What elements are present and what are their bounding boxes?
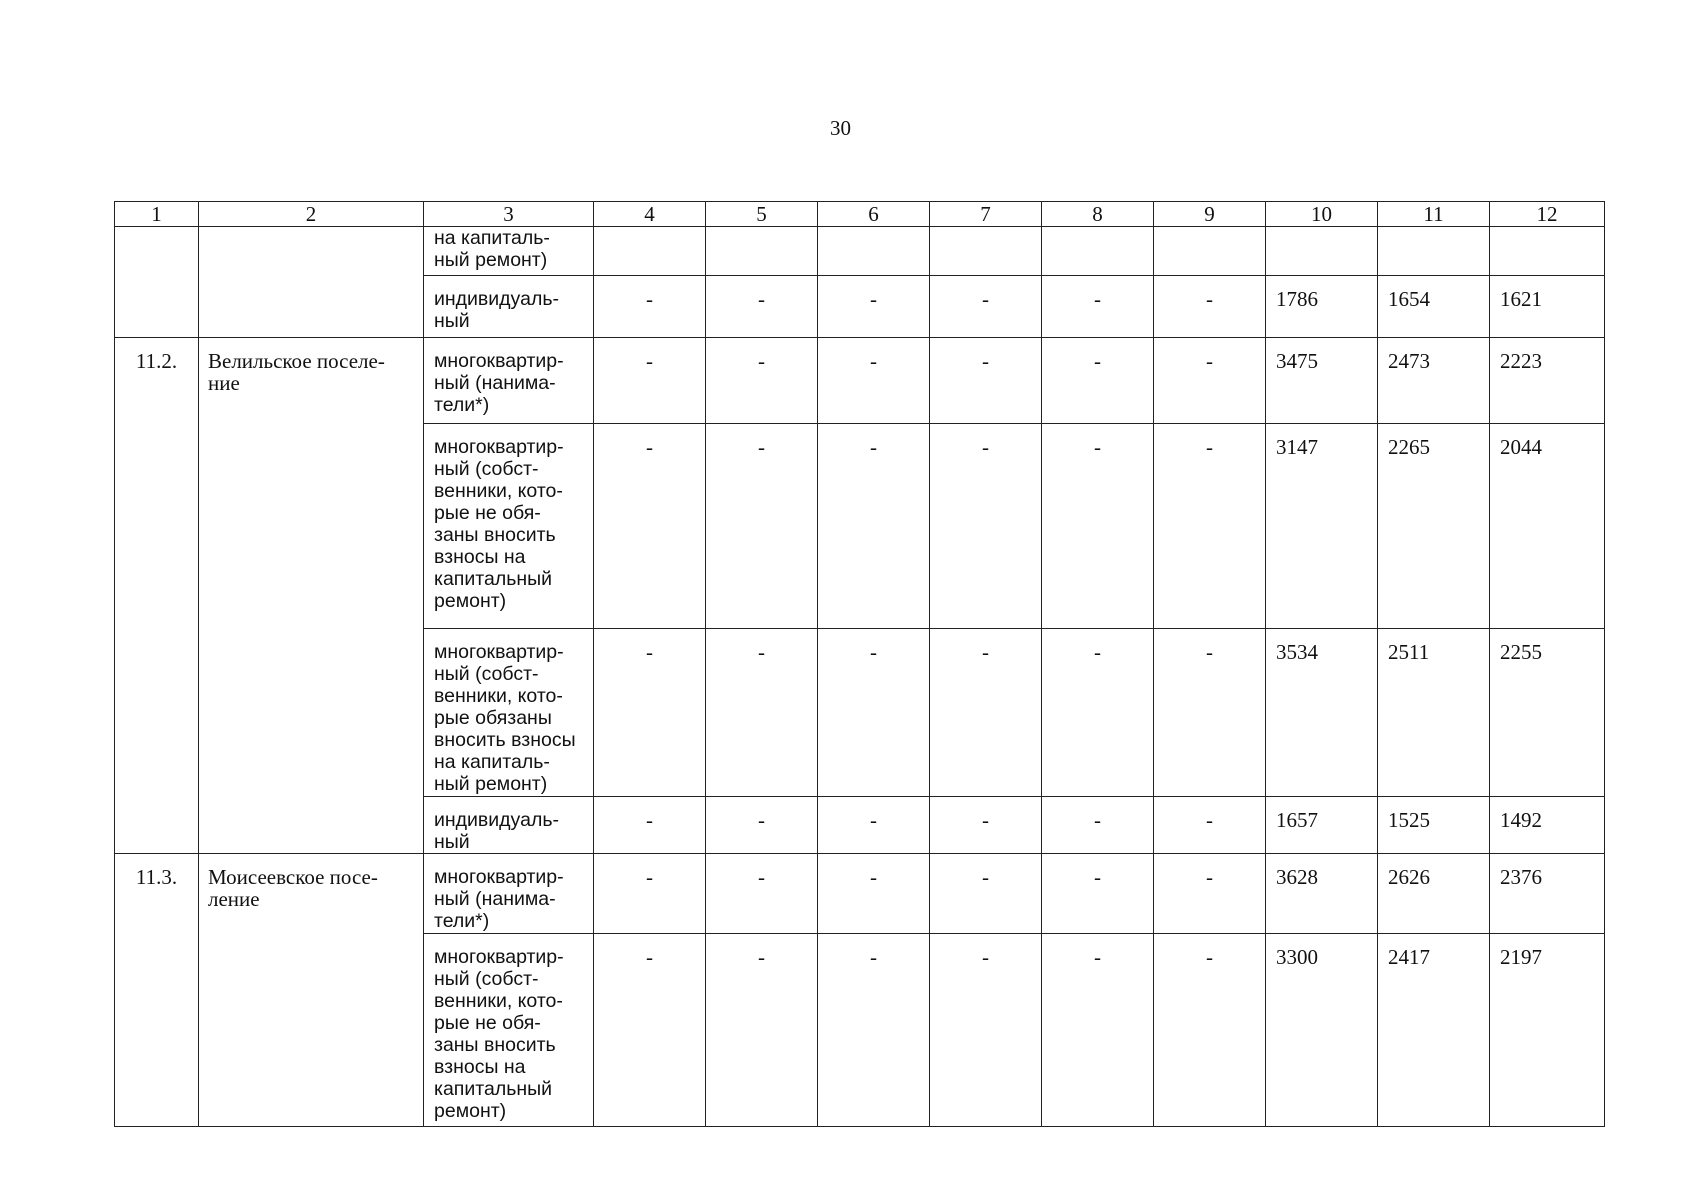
dash-cell: -	[930, 797, 1042, 854]
dash-cell: -	[930, 629, 1042, 797]
row-number-cell: 11.2.	[115, 338, 199, 854]
value-cell	[1266, 227, 1378, 276]
page-number: 30	[830, 116, 851, 140]
table-row	[115, 227, 1605, 276]
value-cell: 2473	[1378, 338, 1490, 424]
value-cell: 3628	[1266, 854, 1378, 934]
column-header: 1	[115, 202, 199, 227]
dash-cell: -	[1154, 629, 1266, 797]
column-header: 4	[594, 202, 706, 227]
dash-cell: -	[1042, 797, 1154, 854]
dash-cell: -	[1042, 934, 1154, 1127]
value-cell	[1378, 227, 1490, 276]
value-cell: 2044	[1490, 424, 1605, 629]
dash-cell: -	[818, 934, 930, 1127]
value-cell: 2626	[1378, 854, 1490, 934]
column-header: 3	[424, 202, 594, 227]
housing-type-cell: на капиталь- ный ремонт)	[424, 227, 594, 276]
column-header: 7	[930, 202, 1042, 227]
dash-cell: -	[594, 424, 706, 629]
value-cell	[930, 227, 1042, 276]
value-cell	[594, 227, 706, 276]
column-header: 2	[199, 202, 424, 227]
dash-cell: -	[594, 276, 706, 338]
value-cell: 3147	[1266, 424, 1378, 629]
dash-cell: -	[594, 338, 706, 424]
dash-cell: -	[818, 854, 930, 934]
settlement-name-cell: Велильское поселе- ние	[199, 338, 424, 854]
value-cell: 2223	[1490, 338, 1605, 424]
dash-cell: -	[594, 629, 706, 797]
dash-cell: -	[818, 276, 930, 338]
value-cell	[1154, 227, 1266, 276]
housing-type-cell: многоквартир- ный (собст- венники, кото- рые не обя- заны вносить взносы на капитальный ремонт)	[424, 934, 594, 1127]
value-cell: 2511	[1378, 629, 1490, 797]
dash-cell: -	[930, 276, 1042, 338]
value-cell: 2417	[1378, 934, 1490, 1127]
housing-type-cell: индивидуаль- ный	[424, 276, 594, 338]
value-cell	[1042, 227, 1154, 276]
dash-cell: -	[1042, 629, 1154, 797]
value-cell: 3300	[1266, 934, 1378, 1127]
housing-type-cell: многоквартир- ный (собст- венники, кото- рые обязаны вносить взносы на капиталь- ный ремонт)	[424, 629, 594, 797]
column-header: 12	[1490, 202, 1605, 227]
dash-cell: -	[706, 338, 818, 424]
value-cell: 2376	[1490, 854, 1605, 934]
dash-cell: -	[1042, 276, 1154, 338]
value-cell: 3475	[1266, 338, 1378, 424]
dash-cell: -	[706, 934, 818, 1127]
dash-cell: -	[706, 276, 818, 338]
dash-cell: -	[706, 854, 818, 934]
dash-cell: -	[1042, 424, 1154, 629]
dash-cell: -	[1154, 797, 1266, 854]
column-header: 5	[706, 202, 818, 227]
housing-type-cell: многоквартир- ный (собст- венники, кото- рые не обя- заны вносить взносы на капитальный ремонт)	[424, 424, 594, 629]
dash-cell: -	[818, 338, 930, 424]
tariff-table	[114, 201, 1605, 1127]
dash-cell: -	[930, 854, 1042, 934]
dash-cell: -	[594, 797, 706, 854]
dash-cell: -	[1042, 338, 1154, 424]
header-row	[115, 202, 1605, 227]
column-header: 9	[1154, 202, 1266, 227]
value-cell: 1525	[1378, 797, 1490, 854]
value-cell	[1490, 227, 1605, 276]
dash-cell: -	[1154, 338, 1266, 424]
dash-cell: -	[706, 797, 818, 854]
housing-type-cell: индивидуаль- ный	[424, 797, 594, 854]
column-header: 10	[1266, 202, 1378, 227]
value-cell: 1621	[1490, 276, 1605, 338]
value-cell: 3534	[1266, 629, 1378, 797]
dash-cell: -	[930, 338, 1042, 424]
dash-cell: -	[818, 629, 930, 797]
table-row	[115, 338, 1605, 424]
table-row	[115, 854, 1605, 934]
settlement-name-cell	[199, 227, 424, 338]
dash-cell: -	[1154, 424, 1266, 629]
housing-type-cell: многоквартир- ный (нанима- тели*)	[424, 854, 594, 934]
dash-cell: -	[706, 424, 818, 629]
value-cell: 1492	[1490, 797, 1605, 854]
value-cell: 1657	[1266, 797, 1378, 854]
dash-cell: -	[706, 629, 818, 797]
value-cell: 1654	[1378, 276, 1490, 338]
dash-cell: -	[1154, 276, 1266, 338]
dash-cell: -	[594, 934, 706, 1127]
column-header: 6	[818, 202, 930, 227]
dash-cell: -	[1154, 854, 1266, 934]
dash-cell: -	[594, 854, 706, 934]
value-cell	[706, 227, 818, 276]
column-header: 8	[1042, 202, 1154, 227]
row-number-cell: 11.3.	[115, 854, 199, 1127]
dash-cell: -	[818, 797, 930, 854]
value-cell: 2255	[1490, 629, 1605, 797]
dash-cell: -	[1154, 934, 1266, 1127]
row-number-cell	[115, 227, 199, 338]
settlement-name-cell: Моисеевское посе- ление	[199, 854, 424, 1127]
dash-cell: -	[1042, 854, 1154, 934]
dash-cell: -	[930, 424, 1042, 629]
housing-type-cell: многоквартир- ный (нанима- тели*)	[424, 338, 594, 424]
dash-cell: -	[930, 934, 1042, 1127]
value-cell: 2197	[1490, 934, 1605, 1127]
value-cell: 1786	[1266, 276, 1378, 338]
column-header: 11	[1378, 202, 1490, 227]
value-cell	[818, 227, 930, 276]
value-cell: 2265	[1378, 424, 1490, 629]
dash-cell: -	[818, 424, 930, 629]
